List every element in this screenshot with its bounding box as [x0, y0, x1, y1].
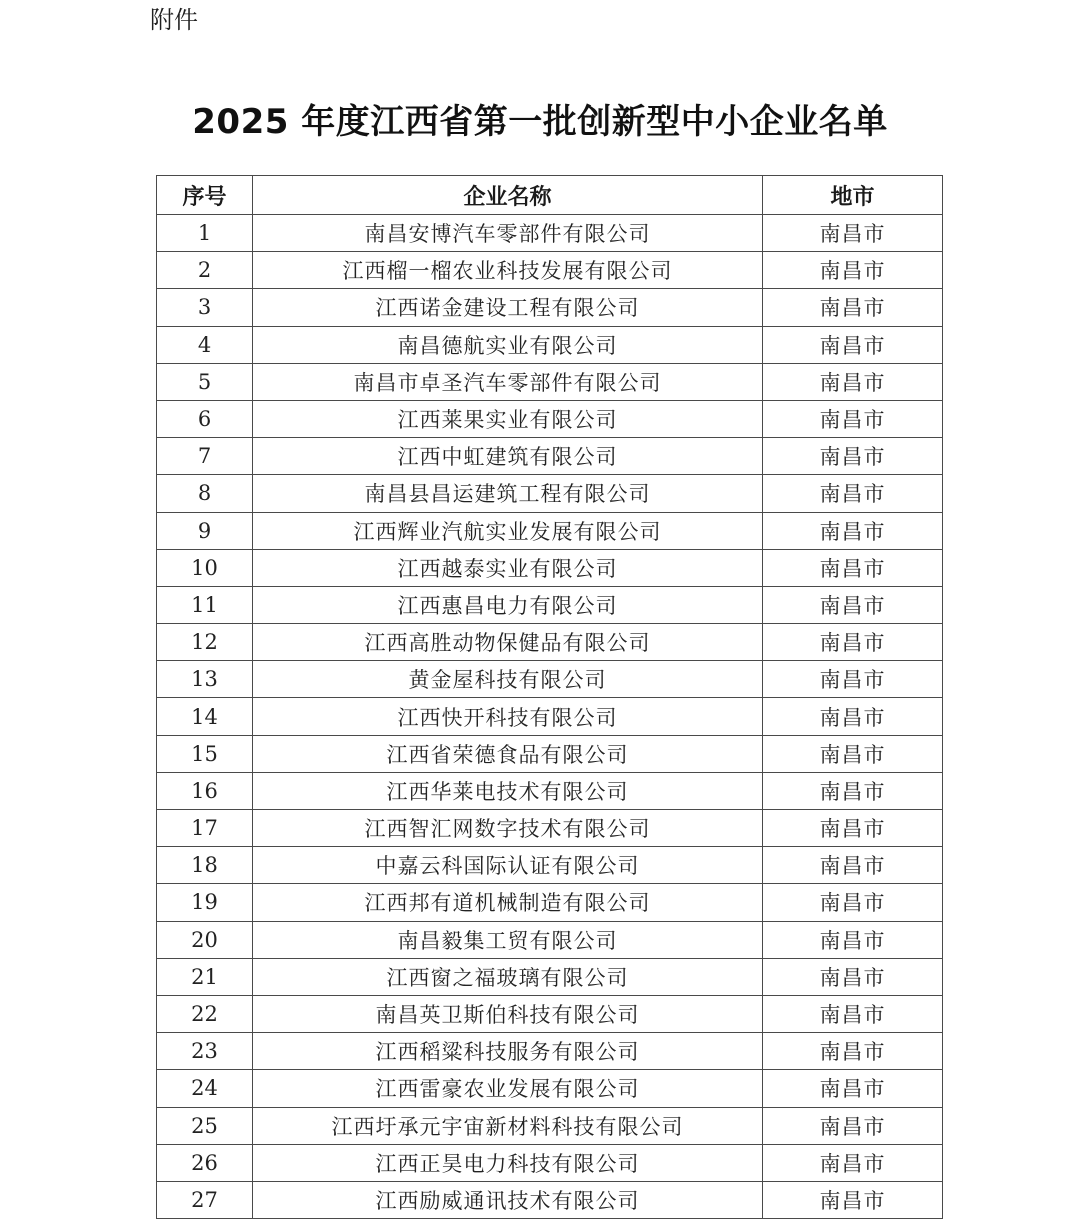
cell-company-name: 江西雷豪农业发展有限公司	[253, 1070, 763, 1107]
cell-city: 南昌市	[763, 289, 943, 326]
cell-serial-number: 19	[157, 884, 253, 921]
cell-serial-number: 23	[157, 1033, 253, 1070]
cell-city: 南昌市	[763, 958, 943, 995]
cell-serial-number: 22	[157, 995, 253, 1032]
cell-city: 南昌市	[763, 698, 943, 735]
cell-company-name: 江西邦有道机械制造有限公司	[253, 884, 763, 921]
cell-serial-number: 4	[157, 326, 253, 363]
document-title: 2025 年度江西省第一批创新型中小企业名单	[192, 102, 888, 142]
table-row	[157, 400, 943, 437]
table-row	[157, 958, 943, 995]
cell-company-name: 江西智汇网数字技术有限公司	[253, 810, 763, 847]
table-row	[157, 735, 943, 772]
cell-company-name: 黄金屋科技有限公司	[253, 661, 763, 698]
cell-city: 南昌市	[763, 326, 943, 363]
table-row	[157, 1107, 943, 1144]
cell-city: 南昌市	[763, 884, 943, 921]
table-row	[157, 512, 943, 549]
cell-serial-number: 9	[157, 512, 253, 549]
table-row	[157, 661, 943, 698]
cell-city: 南昌市	[763, 735, 943, 772]
cell-serial-number: 10	[157, 549, 253, 586]
cell-serial-number: 26	[157, 1144, 253, 1181]
table-row	[157, 215, 943, 252]
cell-city: 南昌市	[763, 772, 943, 809]
cell-city: 南昌市	[763, 252, 943, 289]
table-row	[157, 1033, 943, 1070]
cell-company-name: 江西榴一榴农业科技发展有限公司	[253, 252, 763, 289]
table-row	[157, 289, 943, 326]
cell-city: 南昌市	[763, 586, 943, 623]
cell-serial-number: 14	[157, 698, 253, 735]
cell-city: 南昌市	[763, 1033, 943, 1070]
cell-serial-number: 8	[157, 475, 253, 512]
cell-city: 南昌市	[763, 624, 943, 661]
cell-company-name: 南昌毅集工贸有限公司	[253, 921, 763, 958]
cell-serial-number: 2	[157, 252, 253, 289]
cell-city: 南昌市	[763, 995, 943, 1032]
cell-serial-number: 6	[157, 400, 253, 437]
table-row	[157, 1144, 943, 1181]
cell-serial-number: 17	[157, 810, 253, 847]
cell-city: 南昌市	[763, 1070, 943, 1107]
cell-serial-number: 13	[157, 661, 253, 698]
cell-company-name: 江西励威通讯技术有限公司	[253, 1181, 763, 1218]
cell-city: 南昌市	[763, 438, 943, 475]
cell-company-name: 江西稻粱科技服务有限公司	[253, 1033, 763, 1070]
cell-company-name: 江西诺金建设工程有限公司	[253, 289, 763, 326]
cell-serial-number: 25	[157, 1107, 253, 1144]
cell-company-name: 江西惠昌电力有限公司	[253, 586, 763, 623]
cell-serial-number: 27	[157, 1181, 253, 1218]
cell-company-name: 江西辉业汽航实业发展有限公司	[253, 512, 763, 549]
table-row	[157, 1070, 943, 1107]
table-row	[157, 475, 943, 512]
cell-serial-number: 7	[157, 438, 253, 475]
cell-serial-number: 12	[157, 624, 253, 661]
table-row	[157, 772, 943, 809]
cell-company-name: 江西正昊电力科技有限公司	[253, 1144, 763, 1181]
cell-serial-number: 1	[157, 215, 253, 252]
cell-city: 南昌市	[763, 400, 943, 437]
cell-company-name: 江西窗之福玻璃有限公司	[253, 958, 763, 995]
table-row	[157, 847, 943, 884]
cell-serial-number: 24	[157, 1070, 253, 1107]
cell-company-name: 江西中虹建筑有限公司	[253, 438, 763, 475]
cell-company-name: 南昌德航实业有限公司	[253, 326, 763, 363]
cell-company-name: 南昌市卓圣汽车零部件有限公司	[253, 363, 763, 400]
cell-city: 南昌市	[763, 1181, 943, 1218]
cell-serial-number: 18	[157, 847, 253, 884]
table-row	[157, 549, 943, 586]
cell-serial-number: 20	[157, 921, 253, 958]
header-company-name: 企业名称	[253, 176, 763, 215]
table-row	[157, 995, 943, 1032]
table-row	[157, 624, 943, 661]
table-row	[157, 326, 943, 363]
cell-serial-number: 15	[157, 735, 253, 772]
cell-city: 南昌市	[763, 921, 943, 958]
cell-company-name: 南昌县昌运建筑工程有限公司	[253, 475, 763, 512]
cell-serial-number: 16	[157, 772, 253, 809]
cell-city: 南昌市	[763, 1144, 943, 1181]
cell-company-name: 江西高胜动物保健品有限公司	[253, 624, 763, 661]
cell-company-name: 南昌安博汽车零部件有限公司	[253, 215, 763, 252]
cell-city: 南昌市	[763, 363, 943, 400]
table-row	[157, 252, 943, 289]
table-row	[157, 921, 943, 958]
table-body	[157, 215, 943, 1219]
cell-city: 南昌市	[763, 1107, 943, 1144]
cell-city: 南昌市	[763, 847, 943, 884]
cell-serial-number: 21	[157, 958, 253, 995]
cell-city: 南昌市	[763, 215, 943, 252]
table-row	[157, 810, 943, 847]
cell-company-name: 江西越泰实业有限公司	[253, 549, 763, 586]
table-row	[157, 1181, 943, 1218]
cell-serial-number: 11	[157, 586, 253, 623]
cell-city: 南昌市	[763, 810, 943, 847]
header-serial-number: 序号	[157, 176, 253, 215]
table-row	[157, 884, 943, 921]
cell-city: 南昌市	[763, 549, 943, 586]
table-row	[157, 438, 943, 475]
cell-company-name: 江西圩承元宇宙新材料科技有限公司	[253, 1107, 763, 1144]
cell-serial-number: 3	[157, 289, 253, 326]
cell-company-name: 江西省荣德食品有限公司	[253, 735, 763, 772]
cell-company-name: 江西莱果实业有限公司	[253, 400, 763, 437]
cell-city: 南昌市	[763, 475, 943, 512]
table-row	[157, 363, 943, 400]
table-header-row	[157, 176, 943, 215]
table-row	[157, 586, 943, 623]
cell-city: 南昌市	[763, 512, 943, 549]
attachment-label: 附件	[150, 6, 198, 34]
table-row	[157, 698, 943, 735]
cell-company-name: 江西华莱电技术有限公司	[253, 772, 763, 809]
cell-company-name: 中嘉云科国际认证有限公司	[253, 847, 763, 884]
cell-company-name: 南昌英卫斯伯科技有限公司	[253, 995, 763, 1032]
header-city: 地市	[763, 176, 943, 215]
company-list-table	[156, 175, 943, 1219]
cell-city: 南昌市	[763, 661, 943, 698]
cell-company-name: 江西快开科技有限公司	[253, 698, 763, 735]
cell-serial-number: 5	[157, 363, 253, 400]
